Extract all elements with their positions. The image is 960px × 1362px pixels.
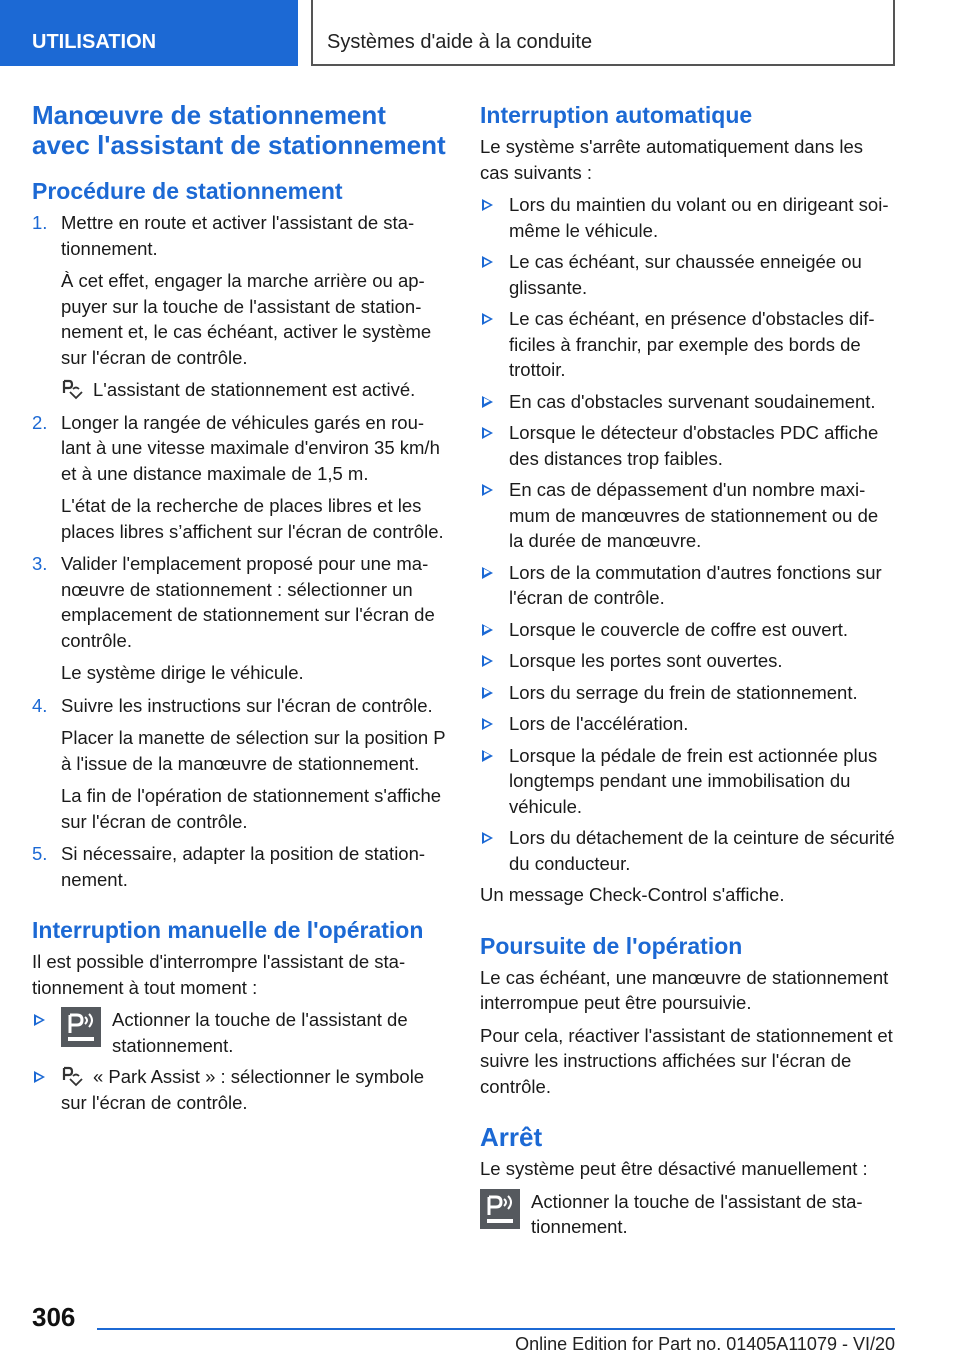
left-column: [32, 100, 447, 1121]
triangle-bullet-icon: [34, 1014, 45, 1026]
resume-heading: Poursuite de l'opération: [480, 932, 743, 959]
triangle-bullet-icon: [482, 199, 493, 211]
resume-text-1: Le cas échéant, une manœuvre de stationnement interrompue peut être poursuivie.: [480, 966, 889, 1013]
stop-button-row: [480, 1189, 896, 1240]
step-detail: Placer la manette de sélection sur la position P à l'issue de la manœuvre de stationnement.: [61, 727, 446, 774]
triangle-bullet-icon: [34, 1071, 45, 1083]
page-header: [0, 0, 960, 66]
park-assist-icon: [61, 1065, 85, 1087]
step-number: 2.: [32, 411, 48, 433]
step-5: [32, 841, 447, 892]
manual-item-text: « Park Assist » : sélectionner le symbole sur l'écran de contrôle.: [61, 1066, 425, 1113]
list-item: Lorsque le couvercle de coffre est ouvert.: [480, 617, 896, 643]
step-2: [32, 410, 447, 545]
step-number: 1.: [32, 212, 48, 233]
list-item: Lors du maintien du volant ou en dirigeant soi-même le véhicule.: [480, 192, 896, 243]
page-number: 306: [32, 1302, 76, 1332]
step-detail-2: La fin de l'opération de stationnement s'affiche sur l'écran de contrôle.: [61, 785, 442, 832]
park-assist-button-icon: [61, 1007, 101, 1047]
stop-heading: Arrêt: [480, 1122, 543, 1152]
triangle-bullet-icon: [482, 484, 493, 496]
step-text: Longer la rangée de véhicules garés en roulant à une vitesse maximale d'environ 35 km/h et à une distance maximale de 1,5 m.: [61, 411, 440, 484]
auto-intro: Le système s'arrête automatiquement dans les cas suivants :: [480, 136, 863, 183]
triangle-bullet-icon: [482, 687, 493, 699]
step-detail: L'état de la recherche de places libres et les places libres s’affichent sur l'écran de contrôle.: [61, 495, 444, 542]
triangle-bullet-icon: [482, 396, 493, 408]
step-number: 4.: [32, 694, 48, 716]
footer-divider: [97, 1328, 895, 1330]
stop-intro: Le système peut être désactivé manuellement :: [480, 1158, 868, 1179]
step-text: Valider l'emplacement proposé pour une manœuvre de stationnement : sélectionner un emplacement de stationnement sur l'écran de contrôle.: [61, 553, 435, 651]
manual-item-text: Actionner la touche de l'assistant de stationnement.: [112, 1009, 408, 1056]
manual-item-symbol: [32, 1064, 447, 1115]
triangle-bullet-icon: [482, 427, 493, 439]
park-assist-button-icon: [480, 1189, 520, 1229]
triangle-bullet-icon: [482, 567, 493, 579]
triangle-bullet-icon: [482, 750, 493, 762]
triangle-bullet-icon: [482, 624, 493, 636]
list-item: Lorsque la pédale de frein est actionnée plus longtemps pendant une immobilisation du véhicule.: [480, 743, 896, 820]
check-control-note: Un message Check-Control s'affiche.: [480, 884, 785, 905]
list-item: En cas de dépassement d'un nombre maximum de manœuvres de stationnement ou de la durée de manœuvre.: [480, 477, 896, 554]
manual-list: [32, 1007, 447, 1115]
list-item: Lorsque les portes sont ouvertes.: [480, 648, 896, 674]
step-detail: Le système dirige le véhicule.: [61, 662, 304, 683]
step-detail: À cet effet, engager la marche arrière ou appuyer sur la touche de l'assistant de stationnement et, le cas échéant, activer le système sur l'écran de contrôle.: [61, 270, 432, 368]
procedure-steps: [32, 210, 447, 892]
step-number: 3.: [32, 553, 48, 574]
manual-interrupt-heading: Interruption manuelle de l'opération: [32, 917, 424, 943]
edition-note: Online Edition for Part no. 01405A11079 - VI/20: [515, 1334, 895, 1354]
step-text: Mettre en route et activer l'assistant de stationnement.: [61, 212, 415, 259]
step-icon-line: [61, 377, 447, 403]
chapter-tab[interactable]: Systèmes d'aide à la conduite: [311, 0, 895, 66]
step-1: [32, 210, 447, 403]
triangle-bullet-icon: [482, 832, 493, 844]
step-number: 5.: [32, 843, 48, 864]
procedure-heading: Procédure de stationnement: [32, 178, 343, 204]
list-item: Le cas échéant, en présence d'obstacles difficiles à franchir, par exemple des bords de trottoir.: [480, 306, 896, 383]
list-item: Le cas échéant, sur chaussée enneigée ou glissante.: [480, 249, 896, 300]
icon-text: L'assistant de stationnement est activé.: [93, 379, 416, 400]
section-tab[interactable]: UTILISATION: [0, 0, 298, 66]
list-item: Lors de la commutation d'autres fonctions sur l'écran de contrôle.: [480, 560, 896, 611]
list-item: En cas d'obstacles survenant soudainement.: [480, 389, 896, 415]
list-item: Lors du serrage du frein de stationnement.: [480, 680, 896, 706]
manual-item-button: [32, 1007, 447, 1058]
page-title: Manœuvre de stationnement avec l'assistant de stationnement: [32, 100, 446, 160]
step-text: Suivre les instructions sur l'écran de contrôle.: [61, 694, 433, 716]
list-item: Lors du détachement de la ceinture de sécurité du conducteur.: [480, 825, 896, 876]
park-assist-icon: [61, 378, 85, 400]
auto-list: [480, 192, 896, 876]
stop-button-text: Actionner la touche de l'assistant de stationnement.: [531, 1190, 863, 1237]
list-item: Lorsque le détecteur d'obstacles PDC affiche des distances trop faibles.: [480, 420, 896, 471]
resume-text-2: Pour cela, réactiver l'assistant de stationnement et suivre les instructions affichées sur l'écran de contrôle.: [480, 1024, 893, 1097]
list-item: Lors de l'accélération.: [480, 711, 896, 737]
triangle-bullet-icon: [482, 718, 493, 730]
auto-interrupt-heading: Interruption automatique: [480, 102, 753, 128]
triangle-bullet-icon: [482, 655, 493, 667]
manual-intro: Il est possible d'interrompre l'assistant de stationnement à tout moment :: [32, 951, 406, 998]
triangle-bullet-icon: [482, 256, 493, 268]
step-text: Si nécessaire, adapter la position de stationnement.: [61, 843, 426, 890]
triangle-bullet-icon: [482, 313, 493, 325]
step-3: [32, 551, 447, 686]
right-column: [480, 100, 896, 1247]
step-4: [32, 693, 447, 835]
